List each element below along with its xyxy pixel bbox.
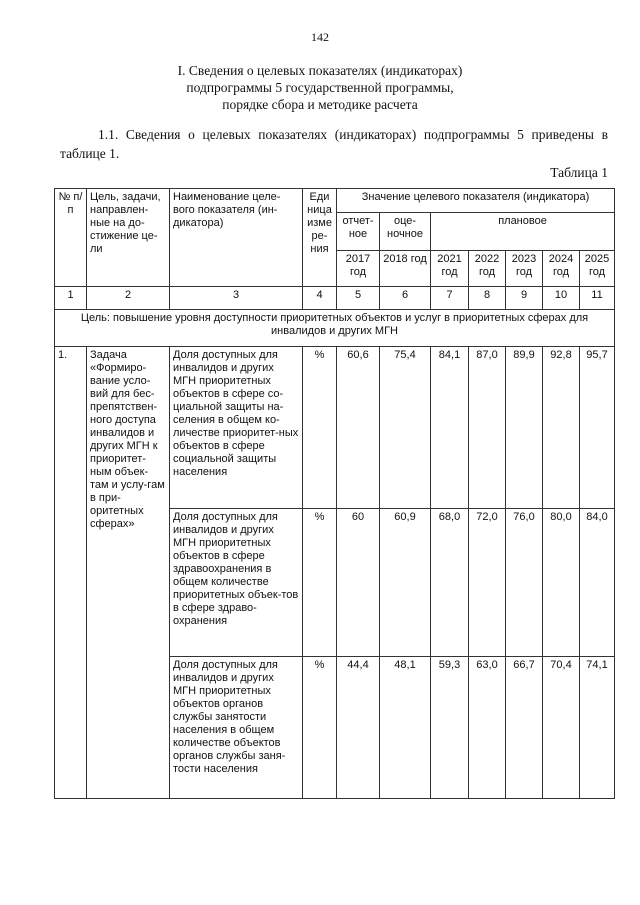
value-cell: 92,8: [543, 347, 580, 509]
value-cell: 68,0: [431, 509, 469, 657]
task-number: 1.: [55, 347, 87, 799]
column-number: 7: [431, 287, 469, 310]
column-number: 9: [506, 287, 543, 310]
column-number: 8: [469, 287, 506, 310]
page-number: 142: [311, 30, 329, 44]
table-caption: Таблица 1: [550, 165, 608, 180]
unit-cell: %: [303, 509, 337, 657]
column-number: 6: [380, 287, 431, 310]
column-number: 11: [580, 287, 615, 310]
goal-text: Цель: повышение уровня доступности приоритетных объектов и услуг в приоритетных сферах для инвалидов и других МГН: [55, 310, 615, 347]
value-cell: 60,6: [337, 347, 380, 509]
value-cell: 63,0: [469, 657, 506, 799]
unit-cell: %: [303, 347, 337, 509]
column-number: 5: [337, 287, 380, 310]
intro-paragraph: 1.1. Сведения о целевых показателях (индикаторах) подпрограммы 5 приведены в таблице 1.: [60, 127, 608, 161]
column-number: 4: [303, 287, 337, 310]
indicators-table: [54, 188, 615, 799]
goal-row: [55, 310, 615, 347]
header-year: 2018 год: [380, 251, 431, 287]
value-cell: 89,9: [506, 347, 543, 509]
indicator-name: Доля доступных для инвалидов и других МГН приоритетных объектов в сфере здравоохранения в общем количестве приоритетных объек-тов в сфере здраво-охранения: [170, 509, 303, 657]
value-cell: 48,1: [380, 657, 431, 799]
header-indicator: Наименование целе-вого показателя (ин-дикатора): [170, 189, 303, 287]
header-planned: плановое: [431, 213, 615, 251]
header-goal: Цель, задачи, направлен-ные на до-стижение це-ли: [87, 189, 170, 287]
section-title: [60, 62, 580, 113]
indicator-name: Доля доступных для инвалидов и других МГН приоритетных объектов органов службы занятости населения в общем количестве объектов органов службы заня-тости населения: [170, 657, 303, 799]
value-cell: 84,1: [431, 347, 469, 509]
header-num: № п/п: [55, 189, 87, 287]
value-cell: 95,7: [580, 347, 615, 509]
value-cell: 70,4: [543, 657, 580, 799]
header-year: 2022 год: [469, 251, 506, 287]
title-line: порядке сбора и методике расчета: [222, 97, 418, 112]
header-year: 2024 год: [543, 251, 580, 287]
value-cell: 76,0: [506, 509, 543, 657]
value-cell: 87,0: [469, 347, 506, 509]
column-number-row: [55, 287, 615, 310]
indicator-name: Доля доступных для инвалидов и других МГН приоритетных объектов в сфере со-циальной защиты на-селения в общем ко-личестве приоритет-ных объектов в сфере социальной защиты населения: [170, 347, 303, 509]
column-number: 10: [543, 287, 580, 310]
value-cell: 75,4: [380, 347, 431, 509]
value-cell: 60: [337, 509, 380, 657]
header-year: 2017 год: [337, 251, 380, 287]
header-value-group: Значение целевого показателя (индикатора): [337, 189, 615, 213]
table-row: [55, 347, 615, 509]
value-cell: 60,9: [380, 509, 431, 657]
header-year: 2025 год: [580, 251, 615, 287]
value-cell: 59,3: [431, 657, 469, 799]
title-line: I. Сведения о целевых показателях (индикаторах): [177, 63, 463, 78]
value-cell: 80,0: [543, 509, 580, 657]
title-line: подпрограммы 5 государственной программы,: [186, 80, 454, 95]
header-reported: отчет-ное: [337, 213, 380, 251]
value-cell: 66,7: [506, 657, 543, 799]
header-year: 2023 год: [506, 251, 543, 287]
value-cell: 72,0: [469, 509, 506, 657]
unit-cell: %: [303, 657, 337, 799]
header-year: 2021 год: [431, 251, 469, 287]
value-cell: 44,4: [337, 657, 380, 799]
column-number: 3: [170, 287, 303, 310]
value-cell: 74,1: [580, 657, 615, 799]
column-number: 2: [87, 287, 170, 310]
value-cell: 84,0: [580, 509, 615, 657]
task-text: Задача «Формиро-вание усло-вий для бес-препятствен-ного доступа инвалидов и других МГН к приоритет-ным объек-там и услу-гам в при-оритетных сферах»: [87, 347, 170, 799]
header-estimated: оце-ночное: [380, 213, 431, 251]
column-number: 1: [55, 287, 87, 310]
header-unit: Еди ница изме ре-ния: [303, 189, 337, 287]
